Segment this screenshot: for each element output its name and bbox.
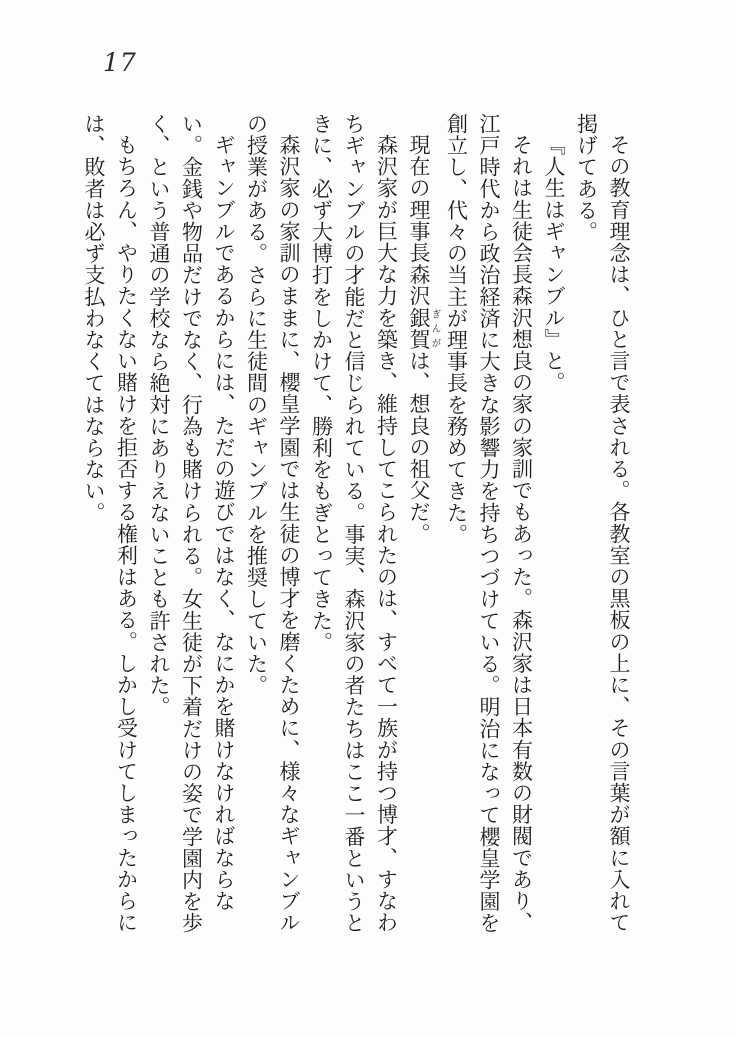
ruby-reading: ぎんが (429, 306, 441, 350)
paragraph-2 (538, 113, 571, 935)
paragraph-6 (240, 113, 305, 935)
paragraph-text: ギャンブルであるからには、ただの遊びではなく、なにかを賭けなければならない。金銭や物品だけでなく、行為も賭けられる。女生徒が下着だけの姿で学園内を歩く、という普通の学校なら絶対にありえないことも許された。 (147, 113, 236, 934)
paragraph-3 (440, 113, 538, 935)
ruby-name-ginga (407, 306, 441, 351)
paragraph-text: その教育理念は、ひと言で表される。各教室の黒板の上に、その言葉が額に入れて掲げてある。 (574, 113, 631, 934)
paragraph-4 (403, 113, 441, 935)
page-number: 17 (103, 48, 137, 77)
ruby-base: 銀賀 (407, 306, 431, 351)
paragraph-text: もちろん、やりたくない賭けを拒否する権利はある。しかし受けてしまったからには、敗者は必ず支払わなくてはならない。 (82, 113, 139, 934)
paragraph-8 (78, 113, 143, 935)
paragraph-7 (143, 113, 241, 935)
paragraph-1 (570, 113, 635, 935)
paragraph-text: 森沢家の家訓のままに、櫻皇学園では生徒の博才を磨くために、様々なギャンブルの授業がある。さらに生徒間のギャンブルを推奨していた。 (244, 113, 301, 934)
paragraph-text: は、想良の祖父だ。 (407, 350, 431, 545)
body-text (78, 113, 636, 935)
paragraph-text: 『人生はギャンブル』と。 (542, 134, 566, 394)
paragraph-text: 森沢家が巨大な力を築き、維持してこられたのは、すべて一族が持つ博才、すなわちギャンブルの才能だと信じられている。事実、森沢家の者たちはここ一番というときに、必ず大博打をしかけて、勝利をもぎとってきた。 (309, 113, 399, 934)
paragraph-text: それは生徒会長森沢想良の家の家訓でもあった。森沢家は日本有数の財閥であり、江戸時代から政治経済に大きな影響力を持ちつづけている。明治になって櫻皇学園を創立し、代々の当主が理事長を務めてきた。 (444, 113, 534, 934)
paragraph-text: 現在の理事長森沢 (407, 134, 431, 307)
paragraph-5 (305, 113, 403, 935)
